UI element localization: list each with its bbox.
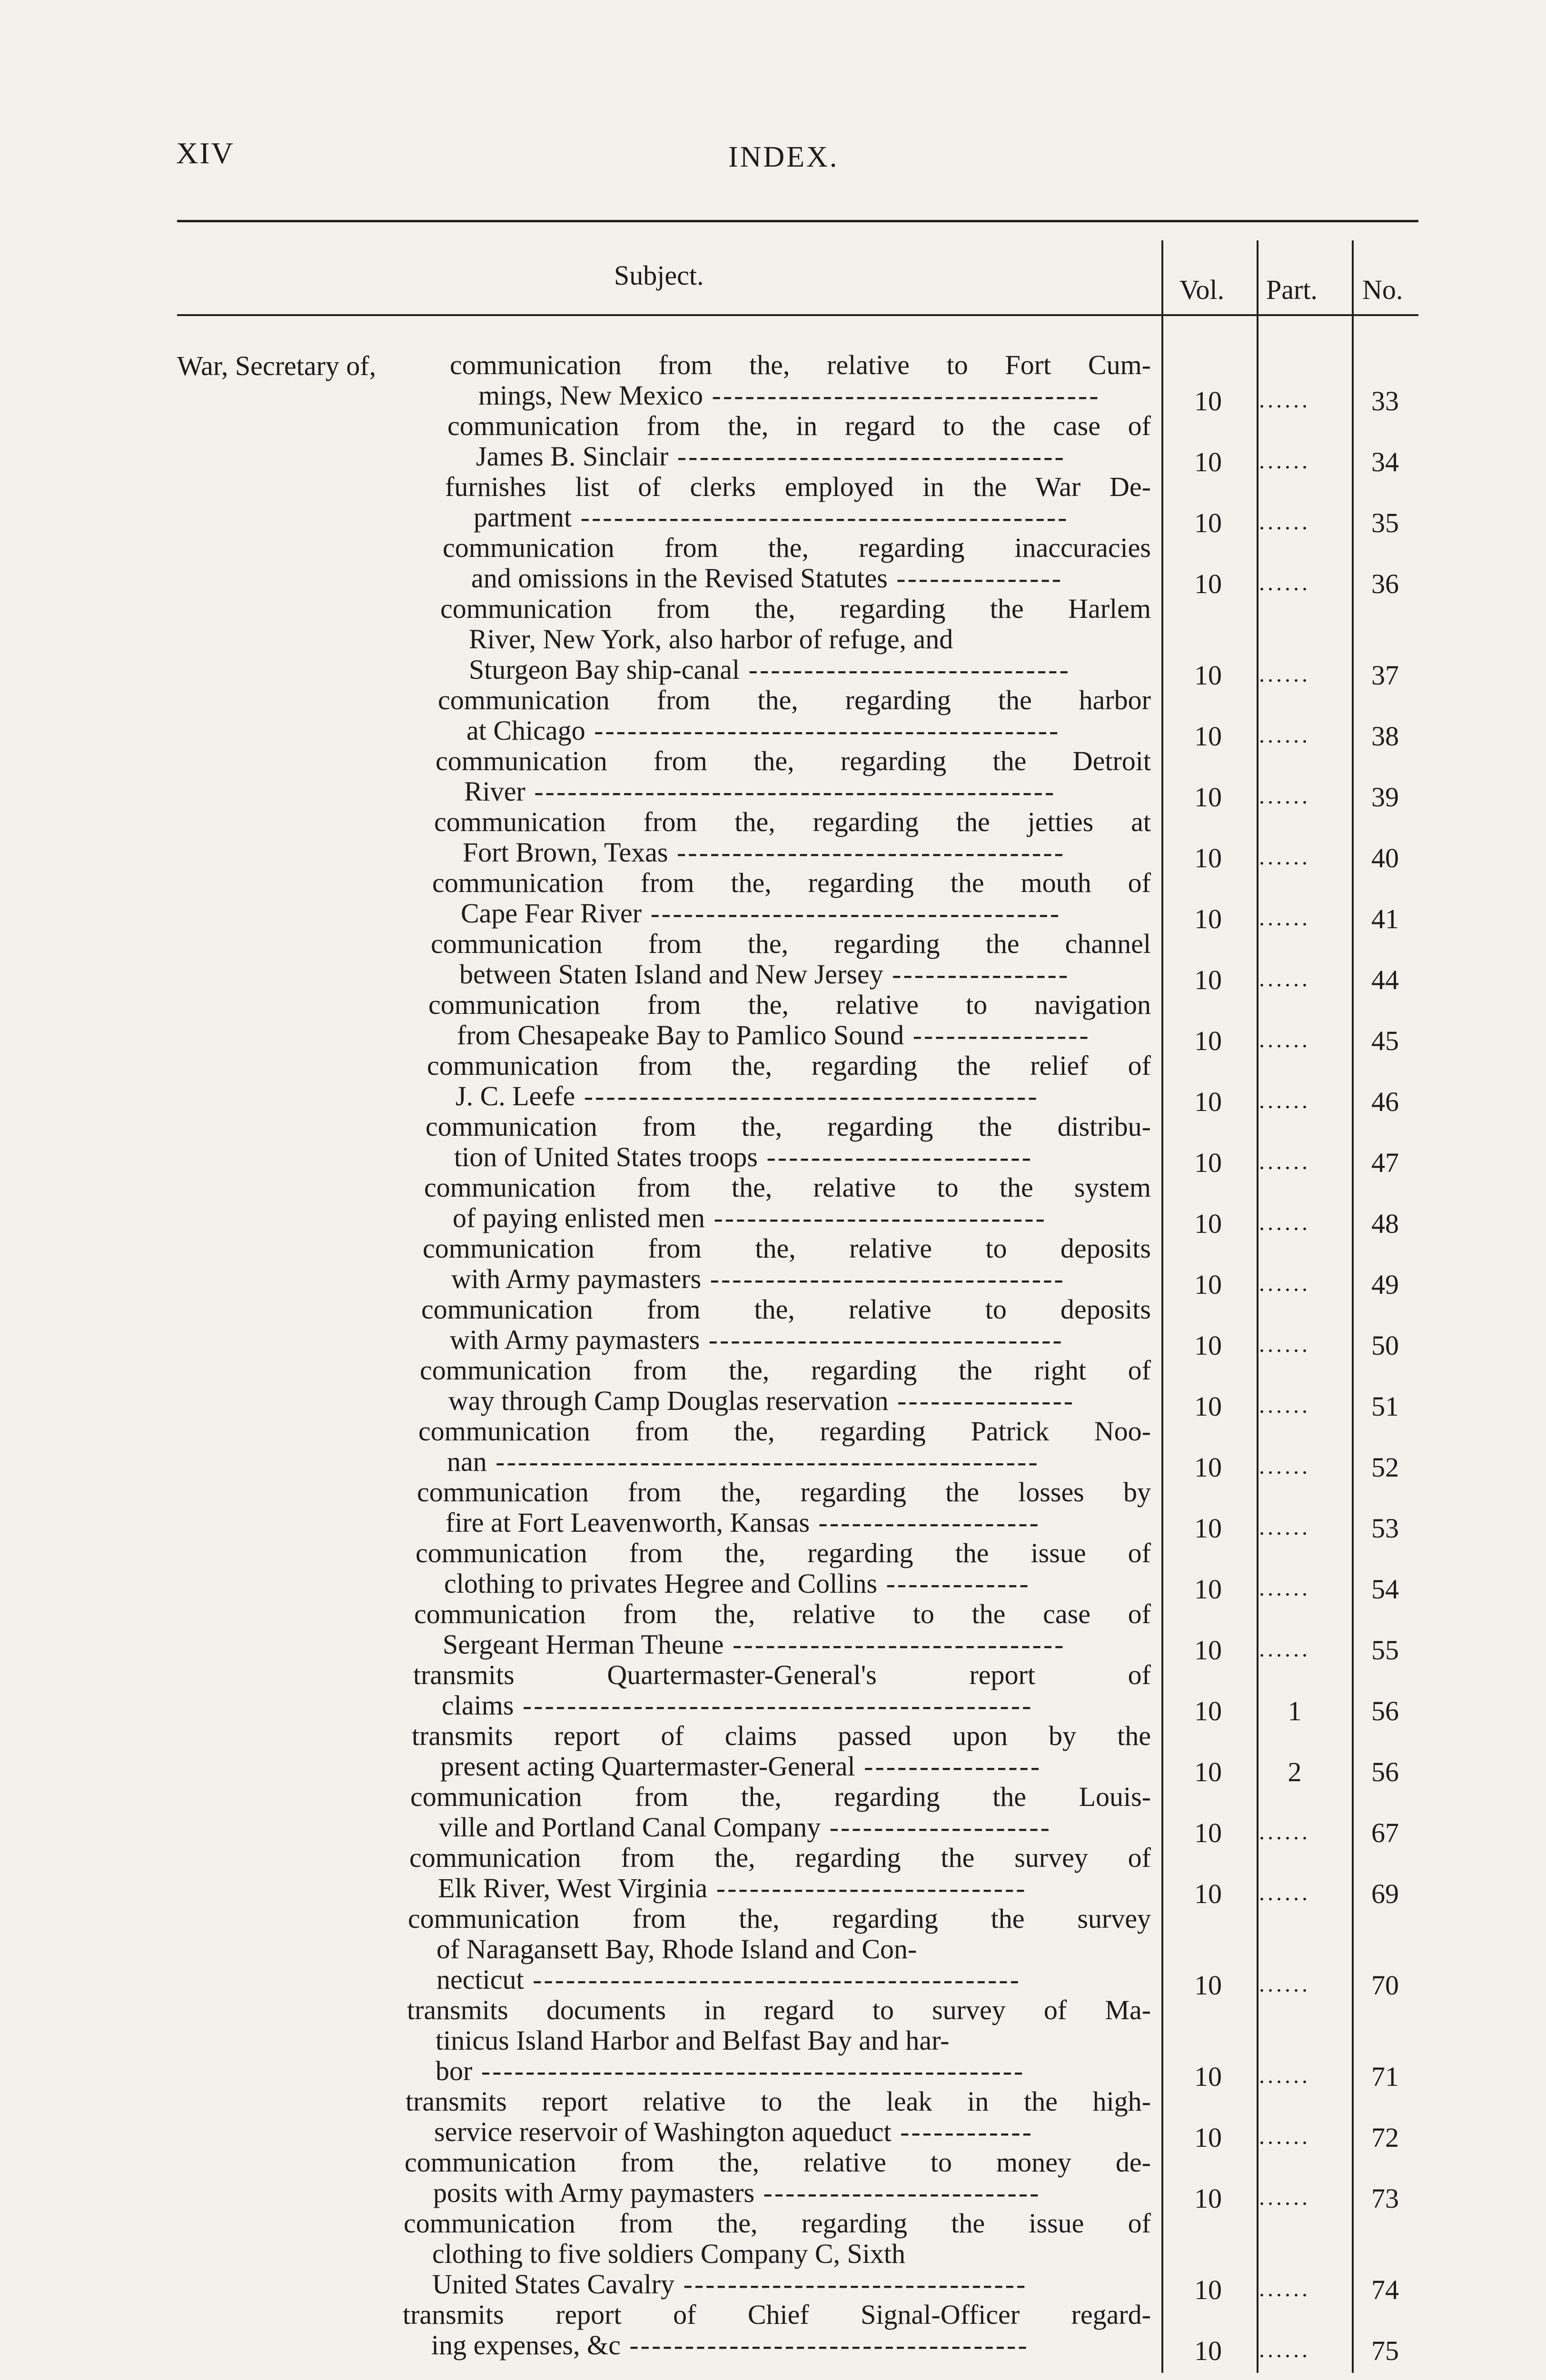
entry-line: communication from the, relative to deposits (421, 1294, 1151, 1325)
dot-leader: --------------- (887, 563, 1063, 594)
entry-continuation-line: nan ------------------------------------------------- (447, 1446, 1040, 1477)
part-dot-leader: ...... (1259, 1332, 1310, 1357)
dot-leader: ------------------------------------- (642, 898, 1061, 929)
part-dot-leader: ...... (1259, 1454, 1310, 1479)
dot-leader: ----------------------------------------------- (525, 776, 1056, 807)
entry-subject (447, 411, 1151, 472)
entry-subject (445, 472, 1151, 533)
entry-vol: 10 (1194, 2122, 1222, 2153)
part-dot-leader: ...... (1259, 662, 1310, 687)
entry-continuation-line: with Army paymasters -------------------------------- (451, 1263, 1065, 1294)
entry-no: 39 (1371, 782, 1399, 813)
entry-subject (417, 1477, 1151, 1538)
entry-no: 54 (1371, 1574, 1399, 1605)
part-dot-leader: ...... (1259, 723, 1310, 748)
entry-line: communication from the, regarding the right of (420, 1355, 1151, 1386)
entry-subject (418, 1416, 1151, 1477)
entry-vol: 10 (1194, 903, 1222, 934)
entry-continuation-line: Cape Fear River ------------------------------------- (461, 898, 1061, 929)
dot-leader: ---------------------------- (707, 1873, 1027, 1904)
entry-subject (438, 685, 1151, 746)
entry-no: 37 (1371, 660, 1399, 691)
column-head-part: Part. (1266, 274, 1318, 305)
column-head-vol: Vol. (1179, 274, 1225, 305)
entry-vol: 10 (1194, 1817, 1222, 1848)
part-dot-leader: ...... (1259, 1880, 1310, 1905)
entry-continuation-line: at Chicago ------------------------------------------ (466, 715, 1060, 746)
part-dot-leader: ...... (1259, 2337, 1310, 2362)
entry-line: communication from the, regarding the survey of (409, 1842, 1151, 1873)
dot-leader: ----------------------------------- (668, 837, 1065, 868)
entry-vol: 10 (1194, 386, 1222, 416)
part-dot-leader: ...... (1259, 1149, 1310, 1174)
entry-no: 46 (1371, 1086, 1399, 1117)
entry-no: 33 (1371, 386, 1399, 416)
entry-no: 73 (1371, 2183, 1399, 2214)
entry-no: 41 (1371, 903, 1399, 934)
entry-vol: 10 (1194, 1025, 1222, 1056)
entry-vol: 10 (1194, 1269, 1222, 1300)
entry-line: communication from the, regarding the Detroit (436, 745, 1151, 776)
entry-line: transmits Quartermaster-General's report of (413, 1659, 1151, 1690)
entry-vol: 10 (1194, 2335, 1222, 2366)
entry-vol: 10 (1194, 1452, 1222, 1483)
entry-line: communication from the, regarding the harbor (438, 684, 1151, 715)
entry-continuation-line: United States Cavalry ------------------------------- (432, 2269, 1028, 2300)
part-dot-leader: ...... (1259, 2276, 1310, 2301)
entry-continuation-line: necticut -------------------------------------------- (436, 1964, 1021, 1995)
part-dot-leader: ...... (1259, 570, 1310, 595)
entry-line: communication from the, relative to money de- (405, 2147, 1151, 2178)
entry-vol: 10 (1194, 660, 1222, 691)
part-dot-leader: ...... (1259, 1819, 1310, 1844)
entry-line: communication from the, regarding Patrick Noo- (418, 1416, 1151, 1447)
dot-leader: ------------------------------- (674, 2269, 1028, 2300)
entry-no: 40 (1371, 843, 1399, 873)
entry-line: communication from the, regarding the distribu- (426, 1111, 1151, 1142)
entry-vol: 10 (1194, 843, 1222, 873)
part-dot-leader: ...... (1259, 844, 1310, 870)
entry-continuation-line: between Staten Island and New Jersey ---------------- (459, 959, 1070, 990)
entry-continuation-line: present acting Quartermaster-General ---------------- (440, 1751, 1042, 1782)
entry-line: communication from the, relative to the system (424, 1172, 1151, 1203)
entry-vol: 10 (1194, 1147, 1222, 1178)
dot-leader: ----------------------------------------- (575, 1081, 1039, 1111)
entry-line: communication from the, regarding the survey (408, 1903, 1151, 1934)
entry-continuation-line: from Chesapeake Bay to Pamlico Sound ---------------- (457, 1020, 1090, 1051)
entry-continuation-line: and omissions in the Revised Statutes --------------- (471, 563, 1063, 594)
entry-vol: 10 (1194, 964, 1222, 995)
dot-leader: ---------------- (904, 1020, 1090, 1051)
part-dot-leader: ...... (1259, 1088, 1310, 1113)
part-dot-leader: ...... (1259, 2185, 1310, 2210)
part-dot-leader: ...... (1259, 1393, 1310, 1418)
entry-no: 69 (1371, 1878, 1399, 1909)
entry-no: 47 (1371, 1147, 1399, 1178)
dot-leader: ------------------------------ (723, 1629, 1066, 1660)
entry-no: 36 (1371, 568, 1399, 599)
entry-line: communication from the, in regard to the case of (447, 410, 1151, 441)
dot-leader: -------------------- (821, 1812, 1051, 1843)
entry-line: communication from the, regarding inaccuracies (443, 532, 1151, 563)
part-dot-leader: ...... (1259, 448, 1310, 474)
entry-no: 67 (1371, 1817, 1399, 1848)
entry-subject (424, 1172, 1151, 1233)
entry-line: communication from the, relative to Fort Cum- (450, 349, 1151, 380)
dot-leader: ------------------------- (754, 2177, 1041, 2208)
entry-no: 71 (1371, 2061, 1399, 2092)
entry-subject (407, 1995, 1151, 2086)
dot-leader: -------------------------------- (700, 1324, 1064, 1355)
entry-subject (431, 929, 1151, 990)
entry-vol: 10 (1194, 1756, 1222, 1787)
entry-subject (412, 1721, 1151, 1782)
column-head-subject: Subject. (614, 260, 704, 291)
subject-heading: War, Secretary of, (177, 350, 377, 381)
part-dot-leader: ...... (1259, 905, 1310, 931)
entry-subject (426, 1111, 1151, 1172)
part-dot-leader: ...... (1259, 2063, 1310, 2088)
entry-no: 45 (1371, 1025, 1399, 1056)
entry-no: 51 (1371, 1391, 1399, 1422)
entry-subject (406, 2086, 1151, 2147)
entry-no: 55 (1371, 1635, 1399, 1666)
dot-leader: ----------------------------- (740, 654, 1070, 685)
entry-continuation-line: Sergeant Herman Theune ------------------------------ (443, 1629, 1066, 1660)
entry-continuation-line: bor ------------------------------------------------- (436, 2055, 1025, 2086)
entry-vol: 10 (1194, 1391, 1222, 1422)
entry-continuation-line: Sturgeon Bay ship-canal ----------------------------- (469, 654, 1070, 685)
entry-subject (427, 1051, 1151, 1111)
part-dot-leader: ...... (1259, 783, 1310, 809)
entry-vol: 10 (1194, 1696, 1222, 1726)
entry-subject (421, 1294, 1151, 1355)
dot-leader: ---------------- (883, 959, 1070, 990)
entry-vol: 10 (1194, 2183, 1222, 2214)
entry-continuation-line: of paying enlisted men ------------------------------ (453, 1202, 1047, 1233)
entry-subject (443, 533, 1151, 594)
entry-vol: 10 (1194, 782, 1222, 813)
entry-no: 75 (1371, 2335, 1399, 2366)
dot-leader: -------------------------------------------- (524, 1964, 1021, 1995)
entry-line: communication from the, regarding the issue of (404, 2208, 1151, 2239)
entry-no: 56 (1371, 1696, 1399, 1726)
entry-no: 34 (1371, 446, 1399, 477)
entry-line: transmits report of Chief Signal-Officer regard- (403, 2299, 1151, 2330)
entry-vol: 10 (1194, 1970, 1222, 2001)
entry-subject (413, 1660, 1151, 1721)
dot-leader: ---------------- (855, 1751, 1042, 1782)
column-head-no: No. (1362, 274, 1403, 305)
entry-subject (434, 807, 1151, 868)
entry-continuation-line: River, New York, also harbor of refuge, and (469, 624, 953, 654)
entry-line: furnishes list of clerks employed in the War De- (445, 471, 1151, 502)
dot-leader: ----------------------------------- (668, 441, 1066, 472)
entry-no: 56 (1371, 1756, 1399, 1787)
part-dot-leader: ...... (1259, 2124, 1310, 2149)
entry-subject (420, 1355, 1151, 1416)
entry-vol: 10 (1194, 446, 1222, 477)
entry-subject (404, 2208, 1151, 2300)
dot-leader: -------------------- (810, 1507, 1041, 1538)
entry-line: transmits documents in regard to survey of Ma- (407, 1994, 1151, 2025)
entry-continuation-line: clothing to privates Hegree and Collins ------------- (444, 1568, 1031, 1599)
part-dot-leader: ...... (1259, 509, 1310, 535)
entry-no: 38 (1371, 721, 1399, 752)
entry-line: communication from the, regarding the mouth of (432, 867, 1151, 898)
entry-subject (405, 2147, 1151, 2208)
entry-subject (432, 868, 1151, 929)
entry-no: 49 (1371, 1269, 1399, 1300)
entry-line: transmits report relative to the leak in the high- (406, 2086, 1151, 2117)
dot-leader: ----------------------------------- (703, 380, 1100, 411)
entry-line: communication from the, relative to the case of (414, 1598, 1151, 1629)
entry-subject (409, 1843, 1151, 1904)
entry-vol: 10 (1194, 1086, 1222, 1117)
dot-leader: ------------------------------------------------- (486, 1446, 1040, 1477)
entry-subject (403, 2300, 1151, 2360)
part-dot-leader: ...... (1259, 387, 1310, 413)
entry-subject (408, 1904, 1151, 1995)
entry-no: 72 (1371, 2122, 1399, 2153)
running-head: INDEX. (728, 141, 839, 173)
entry-no: 53 (1371, 1513, 1399, 1544)
entry-continuation-line: of Naragansett Bay, Rhode Island and Con- (436, 1934, 917, 1964)
entry-no: 44 (1371, 964, 1399, 995)
entry-line: communication from the, regarding the issue of (416, 1537, 1151, 1568)
part-dot-leader: ...... (1259, 1210, 1310, 1235)
entry-continuation-line: partment -------------------------------------------- (474, 502, 1069, 533)
entry-continuation-line: ing expenses, &c ------------------------------------ (431, 2330, 1029, 2360)
entry-vol: 10 (1194, 568, 1222, 599)
dot-leader: -------------------------------------------- (572, 502, 1069, 533)
entry-line: communication from the, regarding the Harlem (440, 593, 1151, 624)
entry-vol: 10 (1194, 2061, 1222, 2092)
part-dot-leader: ...... (1259, 966, 1310, 992)
entry-vol: 10 (1194, 1878, 1222, 1909)
entry-subject (450, 350, 1151, 411)
entry-continuation-line: claims ---------------------------------------------- (442, 1690, 1033, 1721)
entry-vol: 10 (1194, 2274, 1222, 2305)
entry-line: communication from the, regarding the Louis- (410, 1781, 1151, 1812)
part-dot-leader: ...... (1259, 1636, 1310, 1662)
entry-line: communication from the, relative to navigation (428, 989, 1151, 1020)
part-dot-leader: ...... (1259, 1576, 1310, 1601)
entry-line: communication from the, regarding the relief of (427, 1050, 1151, 1081)
entry-line: communication from the, regarding the losses by (417, 1477, 1151, 1507)
entry-line: communication from the, regarding the jetties at (434, 806, 1151, 837)
dot-leader: ------------------------------ (704, 1202, 1047, 1233)
entry-vol: 10 (1194, 1208, 1222, 1239)
entry-continuation-line: service reservoir of Washington aqueduct ------------ (434, 2116, 1033, 2147)
entry-continuation-line: with Army paymasters -------------------------------- (450, 1324, 1064, 1355)
part-dot-leader: ...... (1259, 1972, 1310, 1997)
entry-continuation-line: fire at Fort Leavenworth, Kansas -------------------- (446, 1507, 1041, 1538)
entry-continuation-line: tion of United States troops ------------------------ (454, 1141, 1033, 1172)
dot-leader: -------------------------------- (701, 1263, 1065, 1294)
entry-subject (423, 1233, 1151, 1294)
dot-leader: ---------------------------------------------- (514, 1690, 1033, 1721)
dot-leader: ------------------------------------------------- (472, 2055, 1025, 2086)
entry-no: 70 (1371, 1970, 1399, 2001)
entry-continuation-line: tinicus Island Harbor and Belfast Bay and har- (436, 2025, 950, 2056)
entry-vol: 10 (1194, 507, 1222, 538)
entry-no: 35 (1371, 507, 1399, 538)
entry-subject (416, 1538, 1151, 1599)
dot-leader: ------------------------ (757, 1141, 1033, 1172)
part-dot-leader: ...... (1259, 1271, 1310, 1296)
entry-continuation-line: ville and Portland Canal Company -------------------- (439, 1812, 1051, 1843)
page-number: XIV (176, 136, 235, 170)
entry-subject (428, 990, 1151, 1051)
entry-continuation-line: posits with Army paymasters ------------------------- (433, 2177, 1041, 2208)
entry-continuation-line: Fort Brown, Texas ----------------------------------- (463, 837, 1065, 868)
dot-leader: ---------------- (888, 1385, 1075, 1416)
entry-no: 50 (1371, 1330, 1399, 1361)
dot-leader: ------------------------------------------ (585, 715, 1060, 746)
entry-continuation-line: J. C. Leefe ----------------------------------------- (456, 1081, 1039, 1111)
dot-leader: ------------ (891, 2116, 1033, 2147)
entry-no: 52 (1371, 1452, 1399, 1483)
entry-vol: 10 (1194, 1330, 1222, 1361)
entry-continuation-line: River ----------------------------------------------- (464, 776, 1056, 807)
dot-leader: ------------------------------------ (620, 2330, 1029, 2360)
entry-vol: 10 (1194, 1513, 1222, 1544)
entry-line: communication from the, regarding the channel (431, 928, 1151, 959)
entry-no: 48 (1371, 1208, 1399, 1239)
entry-continuation-line: Elk River, West Virginia ---------------------------- (438, 1873, 1027, 1904)
entry-continuation-line: clothing to five soldiers Company C, Sixth (432, 2238, 906, 2269)
entry-subject (440, 594, 1151, 685)
entry-line: transmits report of claims passed upon by the (412, 1720, 1151, 1751)
entry-vol: 10 (1194, 1635, 1222, 1666)
entry-vol: 10 (1194, 721, 1222, 752)
entry-subject (414, 1599, 1151, 1660)
part-dot-leader: ...... (1259, 1027, 1310, 1052)
entry-subject (436, 746, 1151, 807)
entry-subject (410, 1782, 1151, 1843)
entry-line: communication from the, relative to deposits (423, 1233, 1151, 1264)
part-dot-leader: ...... (1259, 1515, 1310, 1540)
dot-leader: ------------- (877, 1568, 1031, 1599)
entry-part: 1 (1288, 1696, 1302, 1726)
entry-no: 74 (1371, 2274, 1399, 2305)
entry-vol: 10 (1194, 1574, 1222, 1605)
entry-part: 2 (1288, 1756, 1302, 1787)
entry-continuation-line: James B. Sinclair ----------------------------------- (476, 441, 1066, 472)
entry-continuation-line: way through Camp Douglas reservation ---------------- (448, 1385, 1075, 1416)
entry-continuation-line: mings, New Mexico ----------------------------------- (478, 380, 1100, 411)
